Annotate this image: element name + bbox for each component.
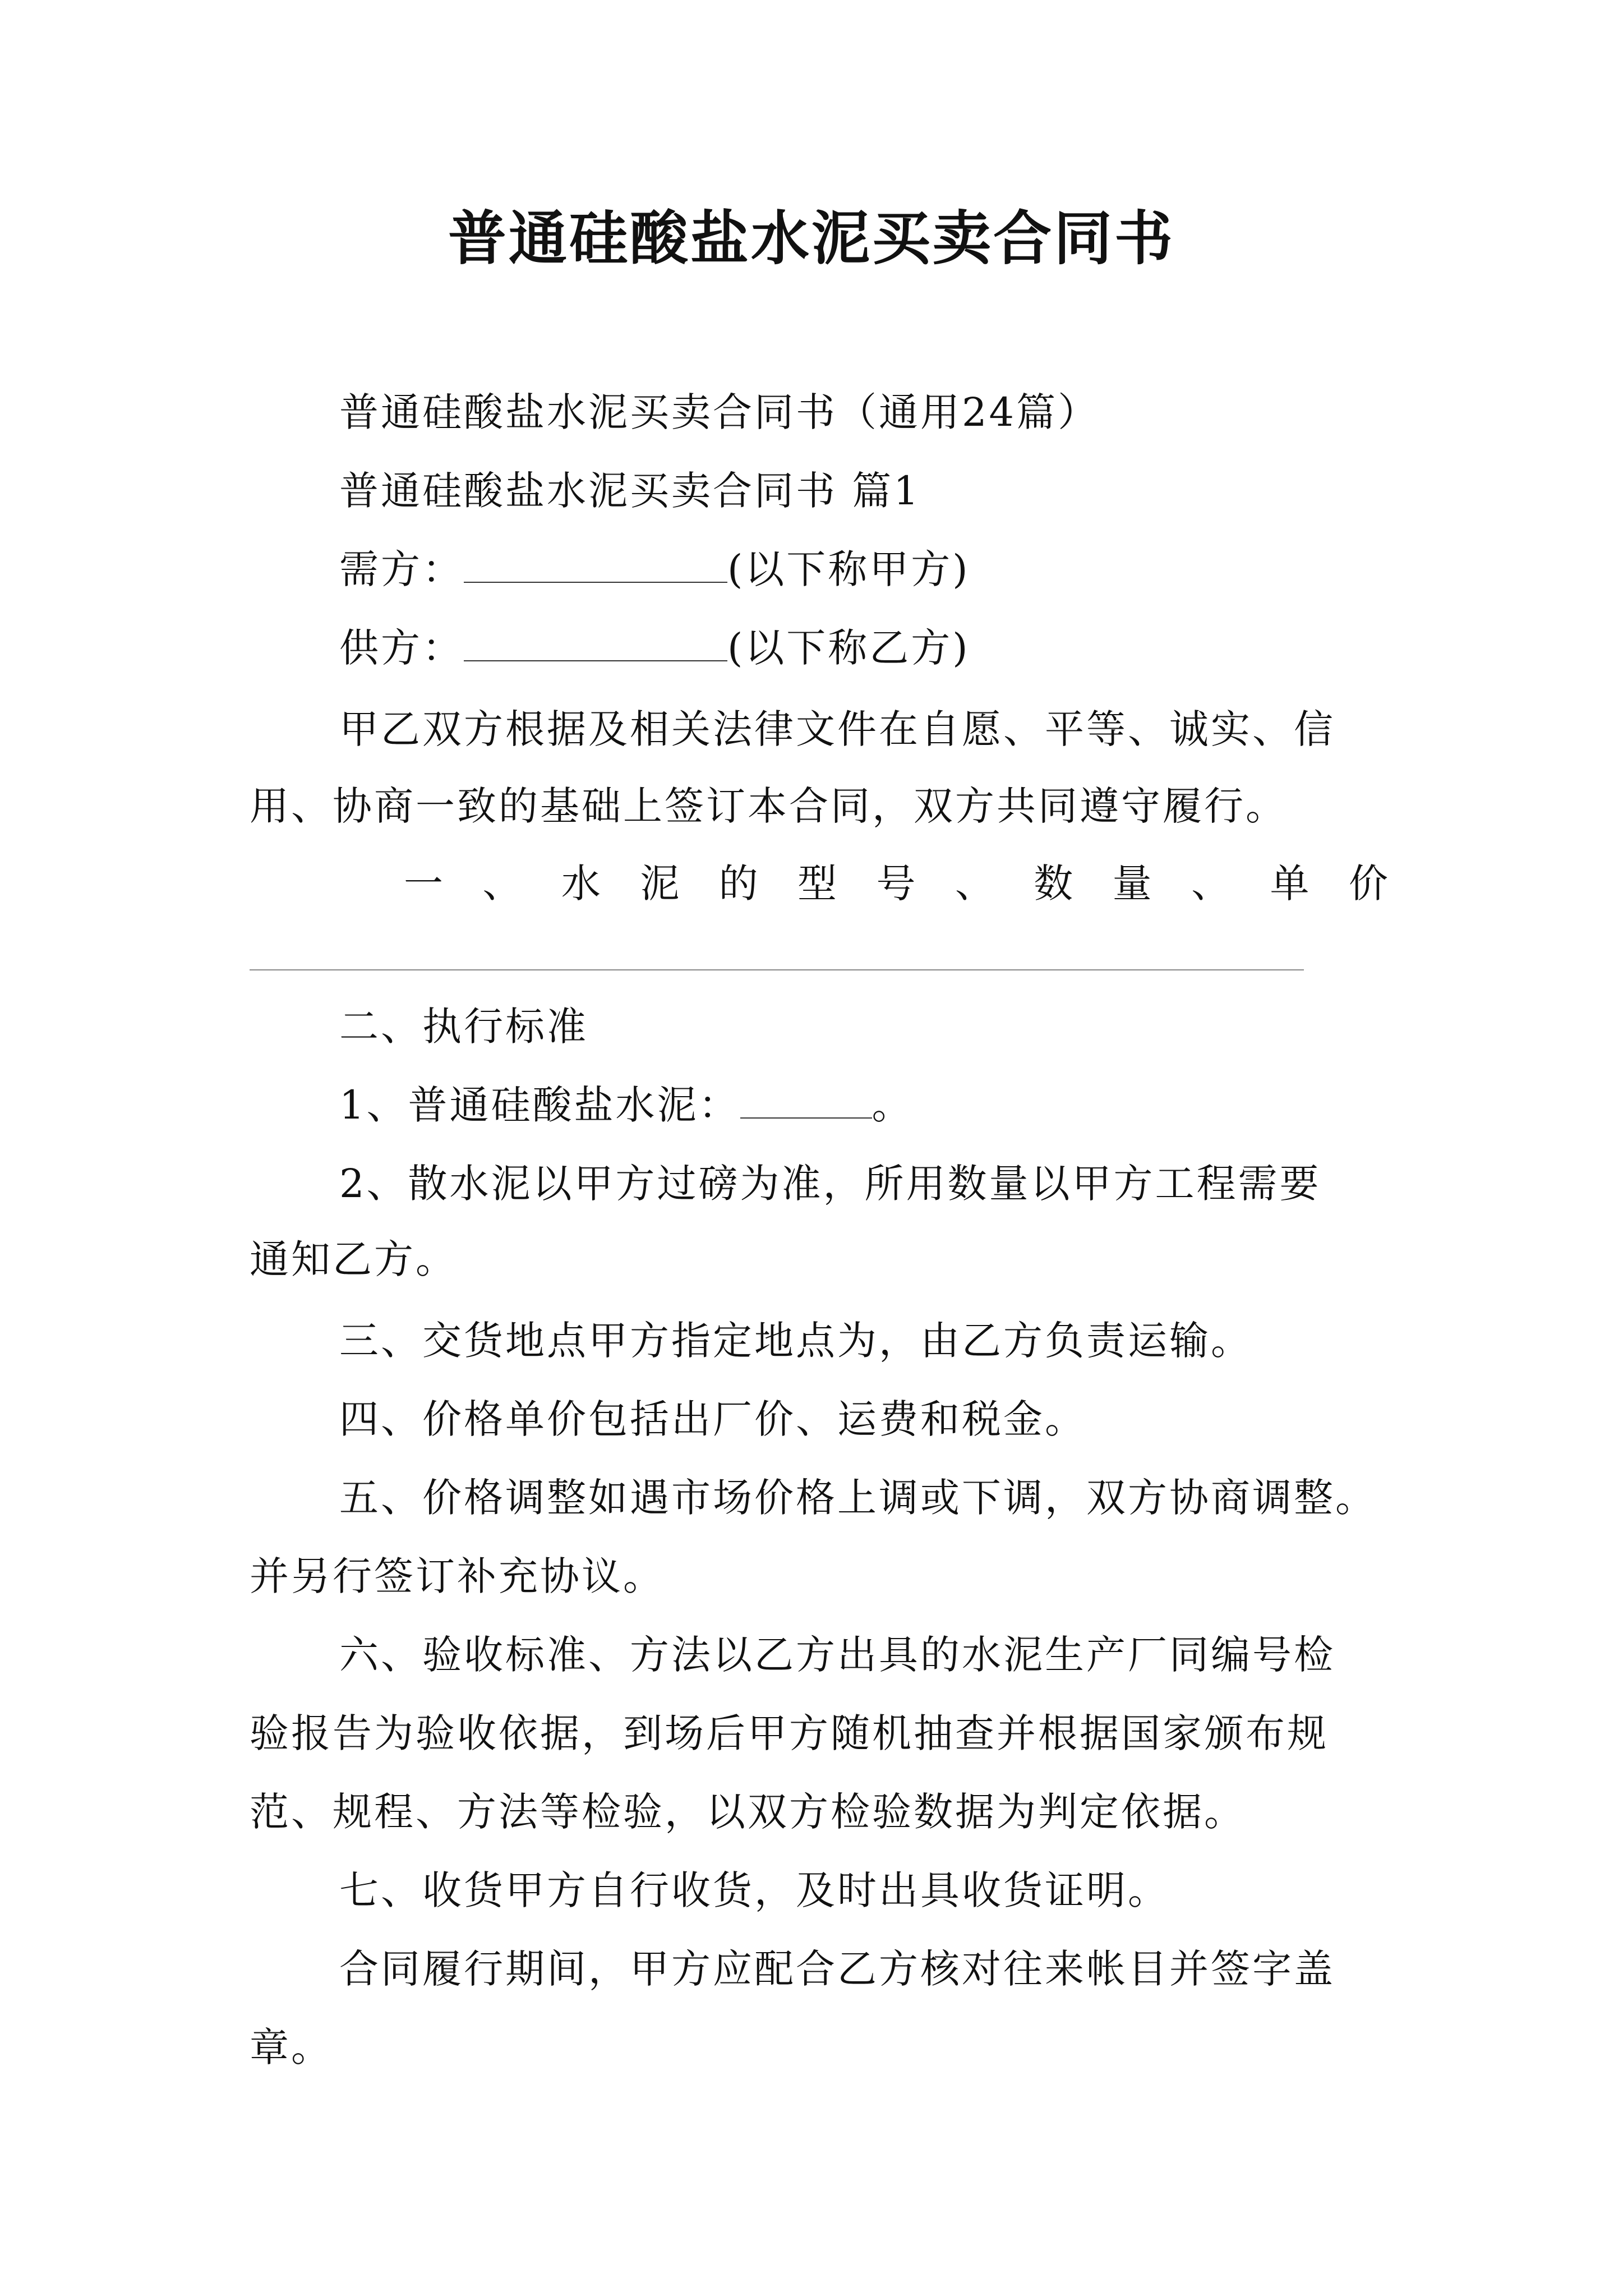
section7-line: 七、收货甲方自行收货，及时出具收货证明。 <box>339 1867 1169 1913</box>
section1-char: 一 <box>404 861 443 907</box>
section1-char: 、 <box>1191 861 1231 907</box>
closing-line: 合同履行期间，甲方应配合乙方核对往来帐目并签字盖 <box>339 1946 1335 1992</box>
section1-char: 量 <box>1112 861 1152 907</box>
section1-char: 、 <box>482 861 522 907</box>
standard1-blank <box>740 1083 872 1119</box>
seller-suffix: (以下称乙方) <box>727 625 970 671</box>
standard2-line: 通知乙方。 <box>250 1236 457 1282</box>
intro-paragraph-line: 用、协商一致的基础上签订本合同，双方共同遵守履行。 <box>250 783 1287 829</box>
chapter-heading: 普通硅酸盐水泥买卖合同书 篇1 <box>339 468 921 514</box>
section1-char: 型 <box>797 861 837 907</box>
buyer-blank <box>464 547 727 583</box>
section1-char: 泥 <box>640 861 680 907</box>
standard1-prefix: 1、普通硅酸盐水泥： <box>339 1082 740 1128</box>
document-title: 普通硅酸盐水泥买卖合同书 <box>448 204 1175 273</box>
standard1-suffix: 。 <box>872 1082 914 1128</box>
section5-line: 并另行签订补充协议。 <box>250 1553 665 1599</box>
seller-blank <box>464 625 727 661</box>
section2-heading: 二、执行标准 <box>339 1004 588 1050</box>
intro-paragraph-line: 甲乙双方根据及相关法律文件在自愿、平等、诚实、信 <box>339 706 1335 752</box>
standard1-line <box>339 1080 1388 1130</box>
seller-label: 供方： <box>339 625 464 671</box>
section1-char: 价 <box>1348 861 1388 907</box>
buyer-line <box>339 544 1388 595</box>
section6-line: 范、规程、方法等检验，以双方检验数据为判定依据。 <box>250 1789 1246 1835</box>
section6-line: 六、验收标准、方法以乙方出具的水泥生产厂同编号检 <box>339 1632 1335 1678</box>
seller-line <box>339 623 1388 673</box>
section3-line: 三、交货地点甲方指定地点为，由乙方负责运输。 <box>339 1318 1252 1364</box>
section1-char: 单 <box>1270 861 1310 907</box>
section1-fill-line <box>250 969 1304 970</box>
section1-char: 、 <box>955 861 994 907</box>
section1-char: 水 <box>561 861 601 907</box>
buyer-suffix: (以下称甲方) <box>727 546 970 592</box>
standard2-line: 2、散水泥以甲方过磅为准，所用数量以甲方工程需要 <box>339 1161 1321 1207</box>
section1-heading <box>404 858 1388 909</box>
section1-char: 号 <box>876 861 916 907</box>
section1-char: 数 <box>1034 861 1073 907</box>
section6-line: 验报告为验收依据，到场后甲方随机抽查并根据国家颁布规 <box>250 1710 1329 1756</box>
closing-line: 章。 <box>250 2024 333 2070</box>
section5-line: 五、价格调整如遇市场价格上调或下调，双方协商调整。 <box>339 1475 1377 1521</box>
section1-char: 的 <box>718 861 758 907</box>
section4-line: 四、价格单价包括出厂价、运费和税金。 <box>339 1396 1086 1442</box>
buyer-label: 需方： <box>339 546 464 592</box>
subtitle: 普通硅酸盐水泥买卖合同书（通用24篇） <box>339 389 1100 435</box>
